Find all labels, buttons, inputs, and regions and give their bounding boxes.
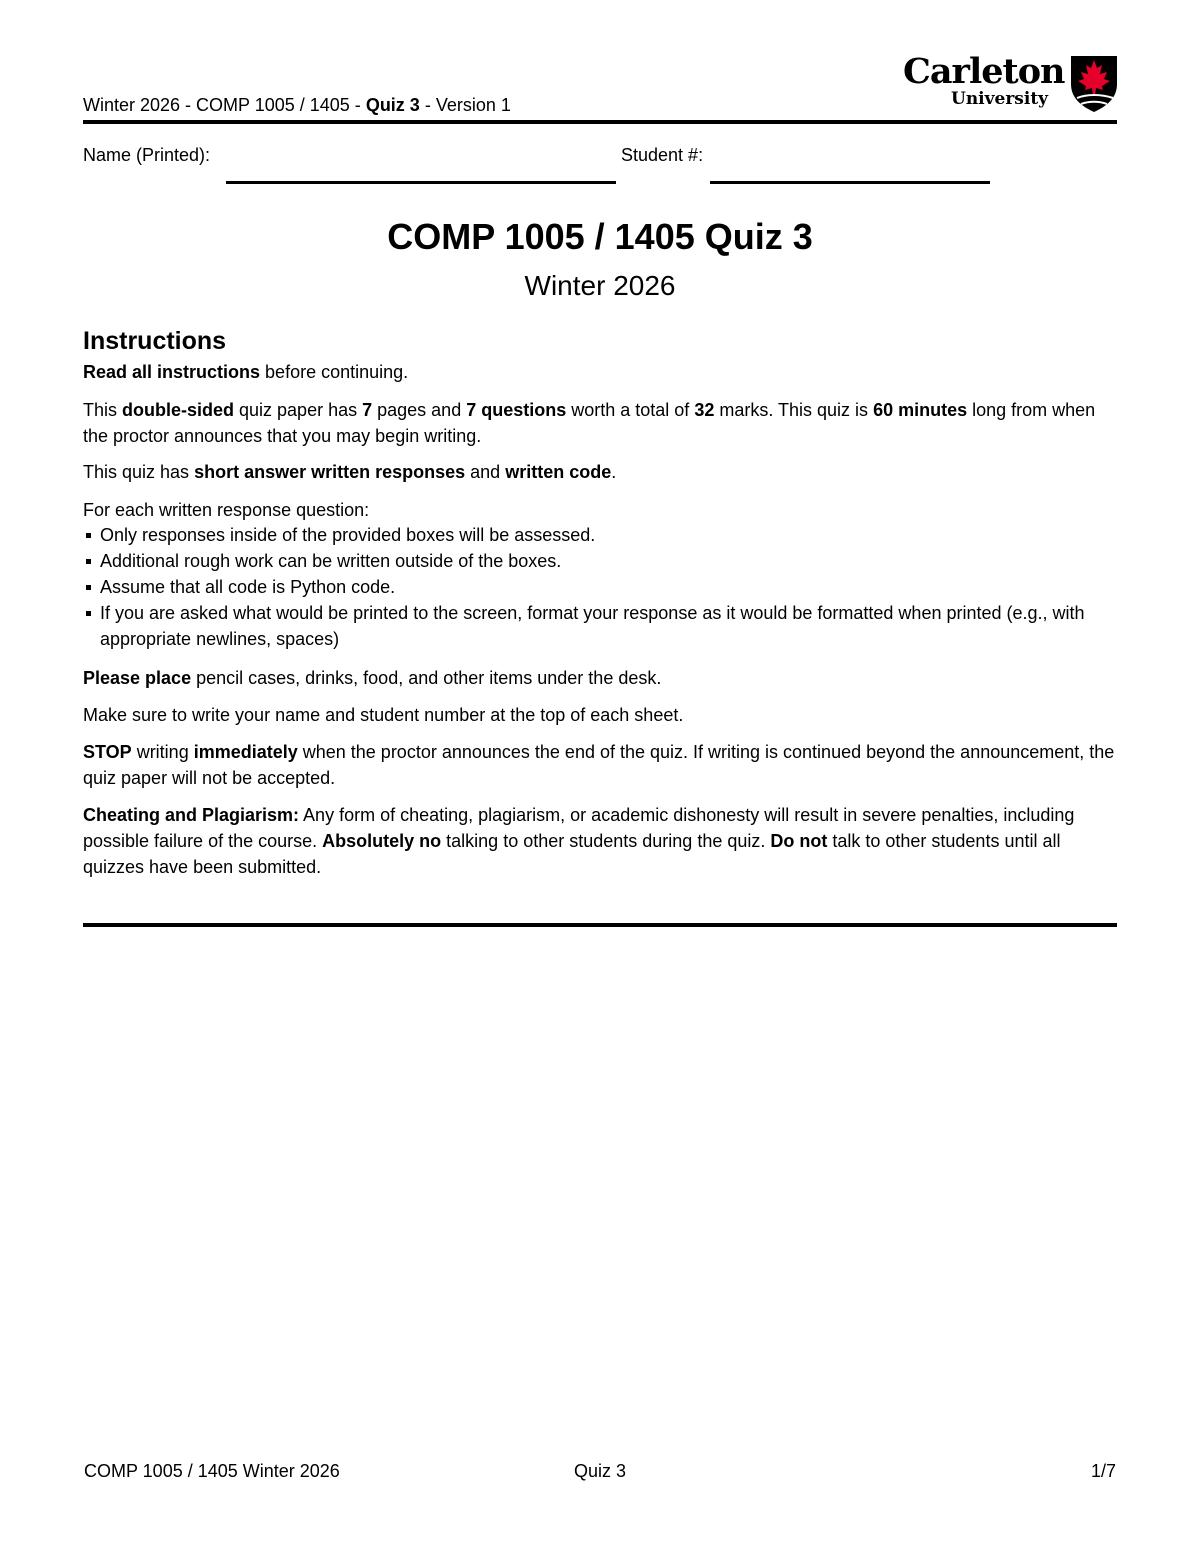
- student-number-field[interactable]: [710, 181, 990, 184]
- bold-text: immediately: [193, 742, 298, 762]
- instruction-cheating-policy: [83, 802, 1117, 880]
- text: pages and: [372, 400, 467, 420]
- text: quiz paper has: [234, 400, 363, 420]
- instructions-heading: Instructions: [83, 327, 227, 355]
- list-item-text: Only responses inside of the provided boxes will be assessed.: [100, 525, 596, 545]
- section-divider: [83, 923, 1117, 927]
- bold-text: 60 minutes: [873, 400, 968, 420]
- bold-text: written code: [505, 462, 612, 482]
- list-item-text: Assume that all code is Python code.: [100, 577, 396, 597]
- text: worth a total of: [566, 400, 695, 420]
- page-subtitle: Winter 2026: [524, 270, 676, 301]
- bold-text: short answer written responses: [194, 462, 466, 482]
- text: when the proctor announces the end of the quiz. If writing is continued beyond the announcement, the quiz paper will not be accepted.: [83, 742, 1115, 788]
- instruction-write-name: Make sure to write your name and student number at the top of each sheet.: [83, 705, 684, 725]
- text: writing: [131, 742, 194, 762]
- bold-text: 32: [694, 400, 715, 420]
- text: pencil cases, drinks, food, and other items under the desk.: [191, 668, 662, 688]
- text: talk to other students until all quizzes have been submitted.: [83, 831, 1061, 877]
- header-term-course: Winter 2026 - COMP 1005 / 1405 -: [83, 95, 366, 115]
- name-field[interactable]: [226, 181, 616, 184]
- bold-text: 7: [362, 400, 373, 420]
- carleton-logo: [903, 52, 1119, 114]
- list-item-text: Additional rough work can be written outside of the boxes.: [100, 551, 562, 571]
- instruction-paper-info: [83, 397, 1117, 449]
- student-number-label: Student #:: [621, 145, 704, 165]
- name-label: Name (Printed):: [83, 145, 211, 165]
- text: Any form of cheating, plagiarism, or academic dishonesty will result in severe penalties, including possible failure of the course.: [83, 805, 1075, 851]
- bold-text: Please place: [83, 668, 192, 688]
- bold-text: Cheating and Plagiarism:: [83, 805, 300, 825]
- list-item: [83, 600, 1117, 652]
- instruction-place-items: [83, 665, 1117, 691]
- text: before continuing.: [260, 362, 409, 382]
- text: marks. This quiz is: [714, 400, 874, 420]
- maple-leaf-shield-icon: [1069, 54, 1119, 114]
- instruction-question-types: [83, 459, 1117, 485]
- bold-text: Absolutely no: [322, 831, 442, 851]
- page-title: COMP 1005 / 1405 Quiz 3: [387, 216, 813, 257]
- bold-text: 7 questions: [466, 400, 567, 420]
- logo-subname: University: [951, 89, 1049, 109]
- text: long from when the proctor announces that you may begin writing.: [83, 400, 1096, 446]
- instruction-read-all: [83, 359, 1117, 385]
- bold-text: STOP: [83, 742, 132, 762]
- instruction-written-response-intro: For each written response question:: [83, 500, 370, 520]
- list-item: [83, 522, 1117, 548]
- list-item: [83, 548, 1117, 574]
- text: This: [83, 400, 123, 420]
- running-header: [83, 93, 511, 117]
- footer-course: COMP 1005 / 1405 Winter 2026: [84, 1461, 340, 1481]
- header-quiz: Quiz 3: [365, 95, 420, 115]
- footer-quiz: Quiz 3: [573, 1461, 627, 1481]
- logo-name: Carleton: [903, 51, 1065, 92]
- header-version: - Version 1: [419, 95, 511, 115]
- instruction-stop-writing: [83, 739, 1117, 791]
- bold-text: Read all instructions: [83, 362, 261, 382]
- bold-text: double-sided: [122, 400, 235, 420]
- bold-text: Do not: [770, 831, 828, 851]
- text: .: [611, 462, 617, 482]
- instruction-bullet-list: [83, 522, 1117, 652]
- text: and: [465, 462, 506, 482]
- list-item: [83, 574, 1117, 600]
- text: talking to other students during the quiz.: [441, 831, 771, 851]
- footer-page-number: 1/7: [1090, 1461, 1116, 1481]
- header-rule: [83, 120, 1117, 124]
- list-item-text: If you are asked what would be printed to the screen, format your response as it would be formatted when printed (e.g., with appropriate newlines, spaces): [100, 603, 1085, 649]
- text: This quiz has: [83, 462, 195, 482]
